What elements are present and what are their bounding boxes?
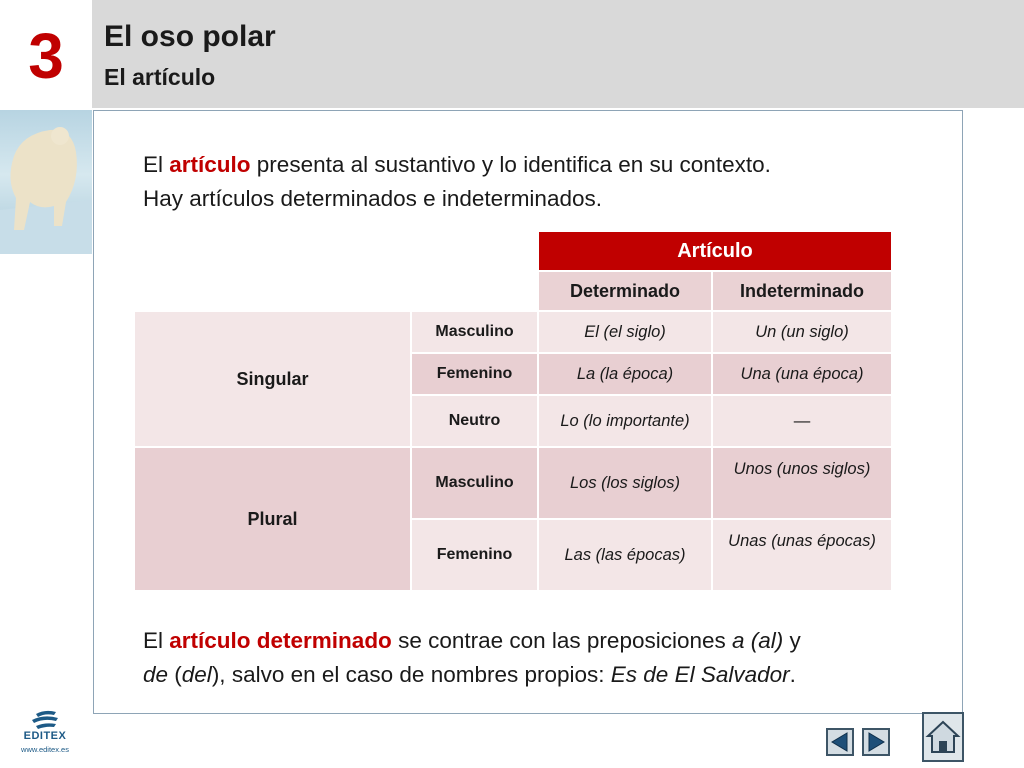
table-cell: Las (las épocas) <box>539 520 711 590</box>
table-cell: Lo (lo importante) <box>539 396 711 446</box>
outro-part: salvo en el caso de nombres propios: <box>225 662 611 687</box>
outro-part: . <box>789 662 796 687</box>
column-header-determinado: Determinado <box>539 272 711 310</box>
intro-text <box>143 148 923 216</box>
outro-highlight: artículo determinado <box>169 628 392 653</box>
intro-highlight: artículo <box>169 152 251 177</box>
table-header-articulo: Artículo <box>539 232 891 270</box>
outro-part: y <box>783 628 801 653</box>
editex-logo <box>14 708 76 760</box>
column-header-indeterminado: Indeterminado <box>713 272 891 310</box>
table-cell: Unos (unos siglos) <box>713 448 891 518</box>
polar-bear-image <box>0 110 92 254</box>
row-label: Masculino <box>412 312 537 352</box>
next-triangle-icon <box>864 730 888 754</box>
logo-text: EDITEX <box>23 730 67 742</box>
outro-part: ), <box>211 662 226 687</box>
table-cell: El (el siglo) <box>539 312 711 352</box>
home-icon <box>924 714 962 760</box>
prev-button[interactable] <box>826 728 854 756</box>
table-blank-corner-2 <box>135 272 537 310</box>
logo-url: www.editex.es <box>21 745 69 754</box>
group-label-singular: Singular <box>135 312 410 446</box>
outro-prep-del: del <box>181 662 212 687</box>
prev-triangle-icon <box>828 730 852 754</box>
table-cell: Un (un siglo) <box>713 312 891 352</box>
group-label-plural: Plural <box>135 448 410 590</box>
intro-part1: El <box>143 152 170 177</box>
outro-part: se contrae con las preposiciones <box>391 628 733 653</box>
table-cell: Unas (unas épocas) <box>713 520 891 590</box>
outro-part: ( <box>168 662 182 687</box>
row-label: Femenino <box>412 520 537 590</box>
table-cell: Una (una época) <box>713 354 891 394</box>
chapter-number: 3 <box>28 20 64 92</box>
outro-prep-de: de <box>143 662 169 687</box>
table-cell: Los (los siglos) <box>539 448 711 518</box>
outro-prep-a: a <box>732 628 745 653</box>
page-subtitle: El artículo <box>104 64 216 90</box>
outro-part: El <box>143 628 170 653</box>
table-cell-empty: — <box>713 396 891 446</box>
outro-prep-al: (al) <box>750 628 784 653</box>
outro-text <box>143 624 923 692</box>
header-bar <box>92 0 1024 108</box>
article-table <box>133 230 893 592</box>
intro-part2: presenta al sustantivo y lo identifica en su contexto. <box>250 152 771 177</box>
outro-example: Es de El Salvador <box>610 662 790 687</box>
table-cell: La (la época) <box>539 354 711 394</box>
next-button[interactable] <box>862 728 890 756</box>
row-label: Femenino <box>412 354 537 394</box>
editex-logo-mark-icon <box>14 708 76 730</box>
home-button[interactable] <box>922 712 964 762</box>
intro-line2: Hay artículos determinados e indeterminados. <box>143 186 602 211</box>
row-label: Neutro <box>412 396 537 446</box>
table-blank-corner <box>135 232 537 270</box>
page-title: El oso polar <box>104 20 276 53</box>
row-label: Masculino <box>412 448 537 518</box>
